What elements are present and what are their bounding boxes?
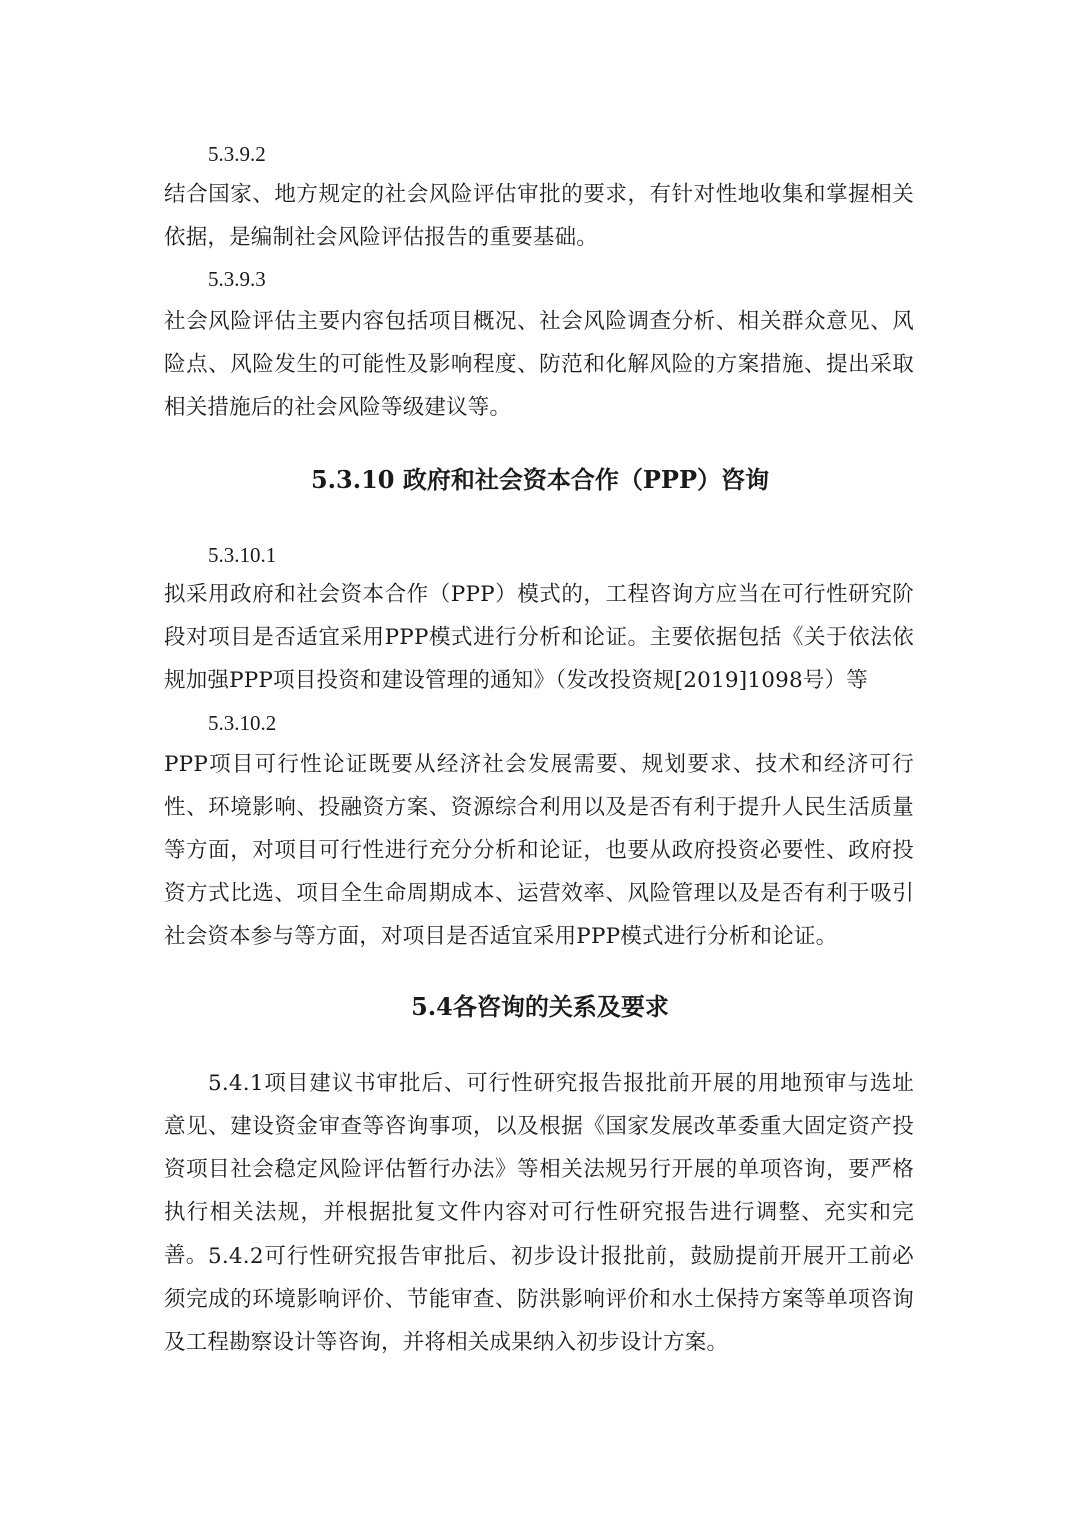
- clause-5-3-9-2-text: [164, 173, 914, 259]
- clause-5-3-10-2-text: [164, 743, 914, 958]
- paragraph: 结合国家、地方规定的社会风险评估审批的要求，有针对性地收集和掌握相关依据，是编制社会风险评估报告的重要基础。: [164, 182, 914, 250]
- paragraph: 5.4.1项目建议书审批后、可行性研究报告报批前开展的用地预审与选址意见、建设资金审查等咨询事项，以及根据《国家发展改革委重大固定资产投资项目社会稳定风险评估暂行办法》等相关法规另行开展的单项咨询，要严格执行相关法规，并根据批复文件内容对可行性研究报告进行调整、充实和完善。: [164, 1071, 914, 1268]
- clause-5-4-2-text: [164, 1235, 914, 1364]
- clause-number-5-3-9-3: 5.3.9.3: [208, 267, 266, 291]
- paragraph: 拟采用政府和社会资本合作（PPP）模式的，工程咨询方应当在可行性研究阶段对项目是否适宜采用PPP模式进行分析和论证。主要依据包括《关于依法依规加强PPP项目投资和建设管理的通知》（发改投资规[2019]1098号）等: [164, 582, 914, 693]
- clause-number-5-3-10-1: 5.3.10.1: [208, 543, 277, 567]
- paragraph: 社会风险评估主要内容包括项目概况、社会风险调查分析、相关群众意见、风险点、风险发生的可能性及影响程度、防范和化解风险的方案措施、提出采取相关措施后的社会风险等级建议等。: [164, 309, 914, 420]
- clause-number-5-3-9-2: 5.3.9.2: [208, 142, 266, 166]
- clause-number-5-3-10-2: 5.3.10.2: [208, 711, 277, 735]
- paragraph: 5.4.2可行性研究报告审批后、初步设计报批前，鼓励提前开展开工前必须完成的环境影响评价、节能审查、防洪影响评价和水土保持方案等单项咨询及工程勘察设计等咨询，并将相关成果纳入初步设计方案。: [164, 1244, 914, 1355]
- clause-5-3-9-3-text: [164, 300, 914, 429]
- section-heading-5-3-10: 5.3.10 政府和社会资本合作（PPP）咨询: [310, 465, 769, 494]
- clause-5-3-10-1-text: [164, 573, 914, 702]
- section-heading-5-4: 5.4各咨询的关系及要求: [411, 992, 669, 1021]
- paragraph: PPP项目可行性论证既要从经济社会发展需要、规划要求、技术和经济可行性、环境影响、投融资方案、资源综合利用以及是否有利于提升人民生活质量等方面，对项目可行性进行充分分析和论证，也要从政府投资必要性、政府投资方式比选、项目全生命周期成本、运营效率、风险管理以及是否有利于吸引社会资本参与等方面，对项目是否适宜采用PPP模式进行分析和论证。: [164, 752, 914, 949]
